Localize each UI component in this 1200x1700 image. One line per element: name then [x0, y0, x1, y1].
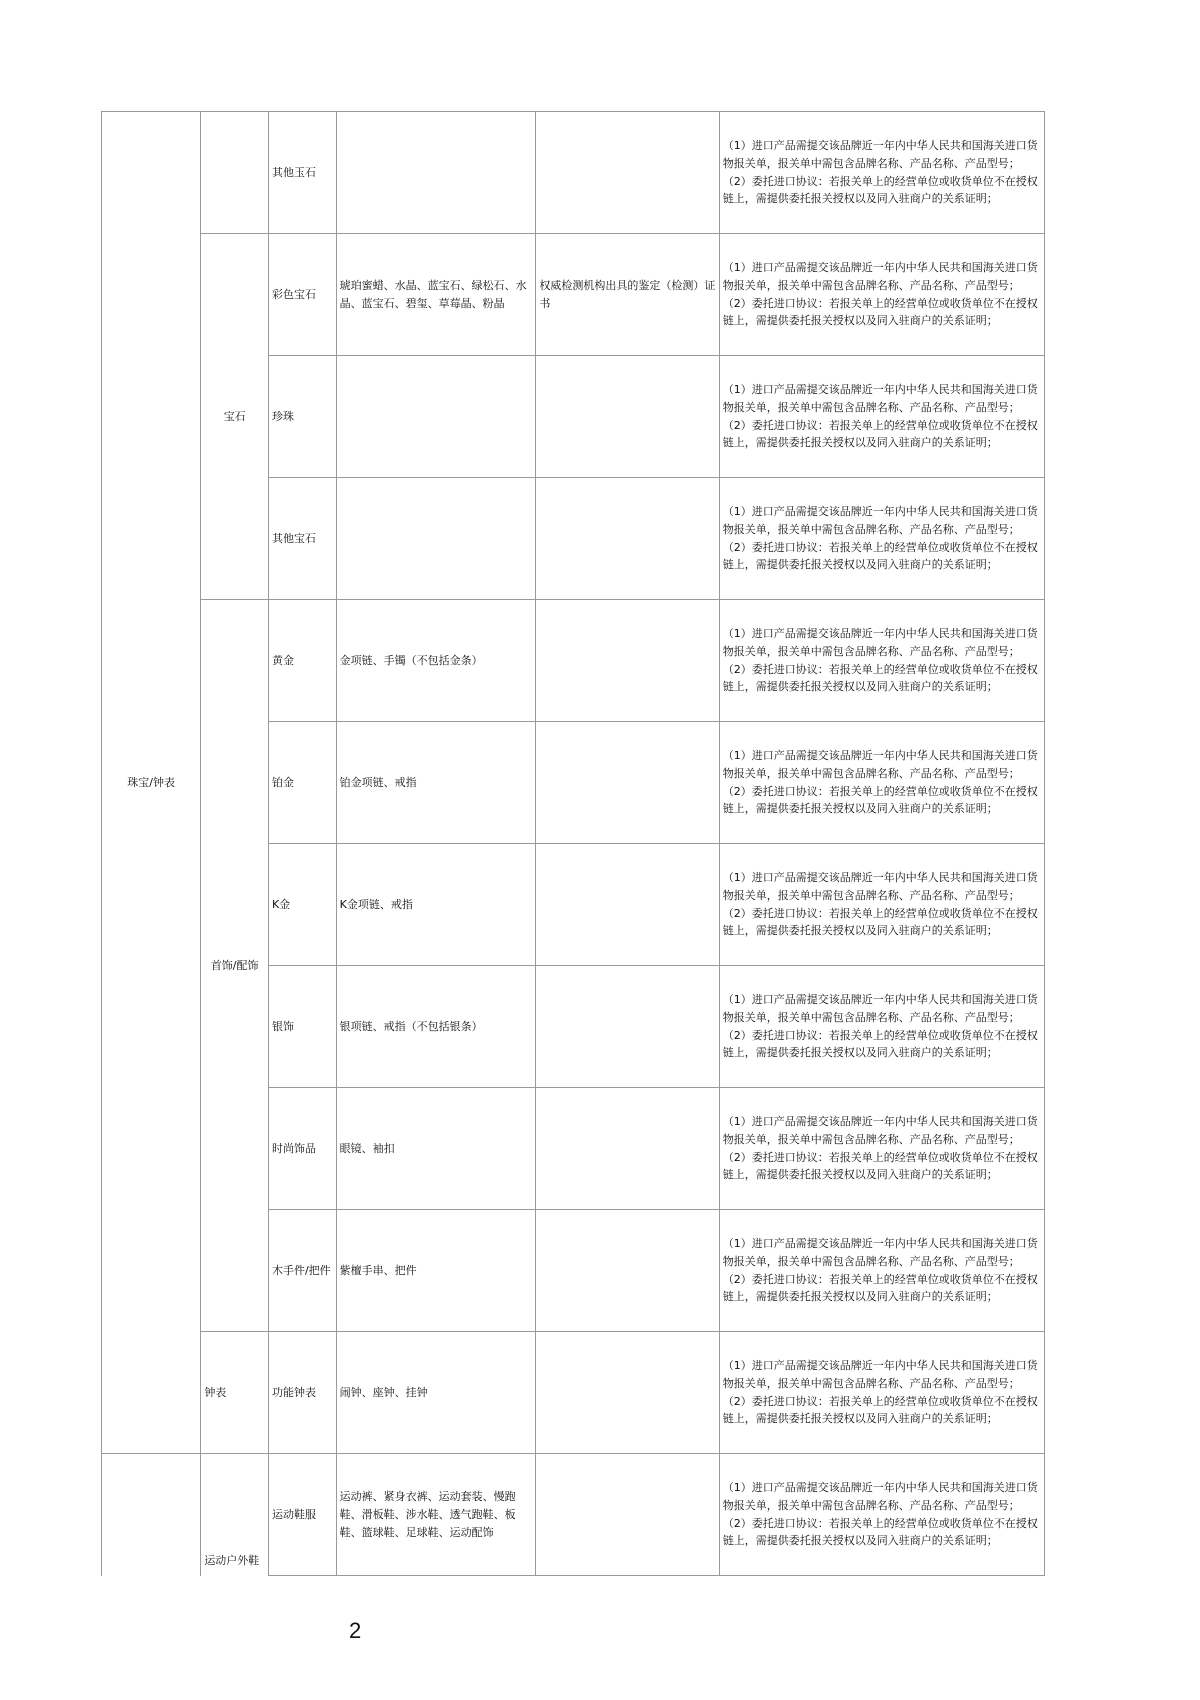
category-level2-label: 首饰/配饰: [210, 958, 259, 972]
certificate-cell: [536, 1088, 719, 1210]
examples-cell: [336, 112, 536, 234]
examples-cell: K金项链、戒指: [336, 844, 536, 966]
category-level1-cell: [102, 112, 201, 1454]
item-name-cell: 银饰: [268, 966, 336, 1088]
table-row: [102, 1454, 1045, 1576]
certificate-cell: [536, 478, 719, 600]
page-number: 2: [349, 1618, 362, 1643]
category-requirements-table: [101, 111, 1045, 1576]
item-name-cell: 彩色宝石: [268, 234, 336, 356]
category-level2-label: 钟表: [204, 1385, 227, 1399]
certificate-cell: [536, 356, 719, 478]
table-row: [102, 600, 1045, 722]
requirement-cell: （1）进口产品需提交该品牌近一年内中华人民共和国海关进口货物报关单，报关单中需包含品牌名称、产品名称、产品型号； （2）委托进口协议：若报关单上的经营单位或收货单位不在授权链上，需提供委托报关授权以及同入驻商户的关系证明；: [719, 234, 1044, 356]
certificate-cell: [536, 600, 719, 722]
requirement-cell: （1）进口产品需提交该品牌近一年内中华人民共和国海关进口货物报关单，报关单中需包含品牌名称、产品名称、产品型号； （2）委托进口协议：若报关单上的经营单位或收货单位不在授权链上，需提供委托报关授权以及同入驻商户的关系证明；: [719, 722, 1044, 844]
requirement-cell: （1）进口产品需提交该品牌近一年内中华人民共和国海关进口货物报关单，报关单中需包含品牌名称、产品名称、产品型号； （2）委托进口协议：若报关单上的经营单位或收货单位不在授权链上，需提供委托报关授权以及同入驻商户的关系证明；: [719, 112, 1044, 234]
category-level2-label: 宝石: [223, 409, 246, 423]
table-row: [102, 234, 1045, 356]
examples-cell: [336, 356, 536, 478]
requirement-cell: （1）进口产品需提交该品牌近一年内中华人民共和国海关进口货物报关单，报关单中需包含品牌名称、产品名称、产品型号； （2）委托进口协议：若报关单上的经营单位或收货单位不在授权链上，需提供委托报关授权以及同入驻商户的关系证明；: [719, 356, 1044, 478]
requirement-cell: （1）进口产品需提交该品牌近一年内中华人民共和国海关进口货物报关单，报关单中需包含品牌名称、产品名称、产品型号； （2）委托进口协议：若报关单上的经营单位或收货单位不在授权链上，需提供委托报关授权以及同入驻商户的关系证明；: [719, 478, 1044, 600]
examples-cell: 眼镜、袖扣: [336, 1088, 536, 1210]
certificate-cell: [536, 966, 719, 1088]
certificate-cell: [536, 112, 719, 234]
examples-cell: [336, 478, 536, 600]
item-name-cell: 其他宝石: [268, 478, 336, 600]
item-name-cell: 木手件/把件: [268, 1210, 336, 1332]
certificate-cell: 权威检测机构出具的鉴定（检测）证书: [536, 234, 719, 356]
requirement-cell: （1）进口产品需提交该品牌近一年内中华人民共和国海关进口货物报关单，报关单中需包含品牌名称、产品名称、产品型号； （2）委托进口协议：若报关单上的经营单位或收货单位不在授权链上，需提供委托报关授权以及同入驻商户的关系证明；: [719, 1332, 1044, 1454]
category-level2-cell-empty: [201, 112, 269, 234]
requirement-cell: （1）进口产品需提交该品牌近一年内中华人民共和国海关进口货物报关单，报关单中需包含品牌名称、产品名称、产品型号； （2）委托进口协议：若报关单上的经营单位或收货单位不在授权链上，需提供委托报关授权以及同入驻商户的关系证明；: [719, 966, 1044, 1088]
category-level1-label: 珠宝/钟表: [127, 775, 176, 789]
requirement-cell: （1）进口产品需提交该品牌近一年内中华人民共和国海关进口货物报关单，报关单中需包含品牌名称、产品名称、产品型号； （2）委托进口协议：若报关单上的经营单位或收货单位不在授权链上，需提供委托报关授权以及同入驻商户的关系证明；: [719, 1454, 1044, 1576]
category-level2-cell: [201, 234, 269, 600]
item-name-cell: 黄金: [268, 600, 336, 722]
table-row: [102, 112, 1045, 234]
item-name-cell: 功能钟表: [268, 1332, 336, 1454]
item-name-cell: 珍珠: [268, 356, 336, 478]
certificate-cell: [536, 1210, 719, 1332]
examples-cell: 运动裤、紧身衣裤、运动套装、慢跑鞋、滑板鞋、涉水鞋、透气跑鞋、板鞋、篮球鞋、足球鞋、运动配饰: [336, 1454, 536, 1576]
examples-cell: 闹钟、座钟、挂钟: [336, 1332, 536, 1454]
category-level2-cell: [201, 1454, 269, 1576]
item-name-cell: 运动鞋服: [268, 1454, 336, 1576]
table-row: [102, 1332, 1045, 1454]
certificate-cell: [536, 722, 719, 844]
requirement-cell: （1）进口产品需提交该品牌近一年内中华人民共和国海关进口货物报关单，报关单中需包含品牌名称、产品名称、产品型号； （2）委托进口协议：若报关单上的经营单位或收货单位不在授权链上，需提供委托报关授权以及同入驻商户的关系证明；: [719, 844, 1044, 966]
examples-cell: 紫檀手串、把件: [336, 1210, 536, 1332]
examples-cell: 银项链、戒指（不包括银条）: [336, 966, 536, 1088]
requirement-cell: （1）进口产品需提交该品牌近一年内中华人民共和国海关进口货物报关单，报关单中需包含品牌名称、产品名称、产品型号； （2）委托进口协议：若报关单上的经营单位或收货单位不在授权链上，需提供委托报关授权以及同入驻商户的关系证明；: [719, 1088, 1044, 1210]
item-name-cell: 其他玉石: [268, 112, 336, 234]
category-level2-cell: [201, 600, 269, 1332]
requirement-cell: （1）进口产品需提交该品牌近一年内中华人民共和国海关进口货物报关单，报关单中需包含品牌名称、产品名称、产品型号； （2）委托进口协议：若报关单上的经营单位或收货单位不在授权链上，需提供委托报关授权以及同入驻商户的关系证明；: [719, 600, 1044, 722]
certificate-cell: [536, 844, 719, 966]
item-name-cell: 时尚饰品: [268, 1088, 336, 1210]
certificate-cell: [536, 1332, 719, 1454]
requirement-cell: （1）进口产品需提交该品牌近一年内中华人民共和国海关进口货物报关单，报关单中需包含品牌名称、产品名称、产品型号； （2）委托进口协议：若报关单上的经营单位或收货单位不在授权链上，需提供委托报关授权以及同入驻商户的关系证明；: [719, 1210, 1044, 1332]
category-level2-label: 运动户外鞋: [204, 1553, 260, 1567]
examples-cell: 琥珀蜜蜡、水晶、蓝宝石、绿松石、水晶、蓝宝石、碧玺、草莓晶、粉晶: [336, 234, 536, 356]
certificate-cell: [536, 1454, 719, 1576]
item-name-cell: K金: [268, 844, 336, 966]
examples-cell: 铂金项链、戒指: [336, 722, 536, 844]
item-name-cell: 铂金: [268, 722, 336, 844]
examples-cell: 金项链、手镯（不包括金条）: [336, 600, 536, 722]
category-level1-cell-empty: [102, 1454, 201, 1576]
category-level2-cell: [201, 1332, 269, 1454]
